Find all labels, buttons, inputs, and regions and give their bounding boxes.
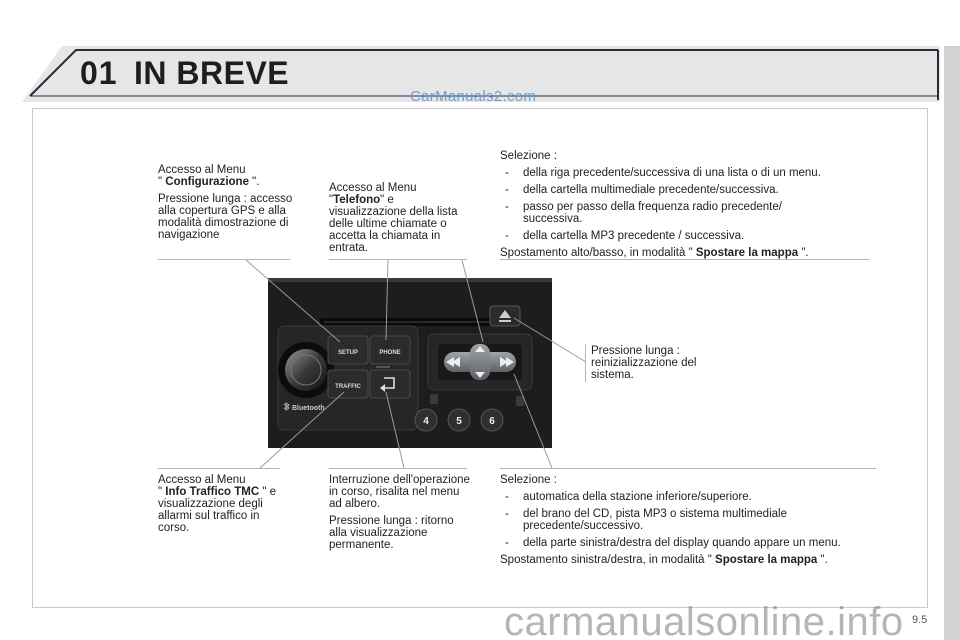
radio-faceplate — [268, 278, 552, 448]
arrows-up-down-underline — [500, 259, 870, 260]
setup-underline — [158, 259, 290, 260]
page-number: 9.5 — [912, 614, 928, 626]
back-button[interactable] — [370, 370, 410, 398]
traffic-underline — [158, 468, 280, 469]
map-mode-name: Spostare la mappa — [715, 554, 818, 566]
traffic-button-label: TRAFFIC — [335, 384, 361, 390]
arrows-up-down-list — [500, 167, 880, 242]
setup-long-press: Pressione lunga : accesso alla copertura GPS e alla modalità dimostrazione di navigazione — [158, 193, 293, 241]
label-setup: Accesso al Menu " Configurazione ". Pressione lunga : accesso alla copertura GPS e alla modalità dimostrazione di navigazione — [158, 164, 298, 246]
chapter-number: 01 — [80, 55, 118, 91]
map-mode-name: Spostare la mappa — [695, 247, 799, 259]
setup-button-label: SETUP — [337, 350, 359, 356]
list-item: - del brano del CD, pista MP3 o sistema multimediale precedente/successivo. — [500, 508, 840, 532]
setup-line1: Accesso al Menu — [158, 164, 246, 176]
setup-menu-name: Configurazione — [165, 176, 249, 188]
list-item: - della parte sinistra/destra del display quando appare un menu. — [500, 537, 850, 549]
back-underline — [329, 468, 467, 469]
list-item: - della riga precedente/successiva di una lista o di un menu. — [500, 167, 880, 179]
list-item: - della cartella MP3 precedente / successiva. — [500, 230, 880, 242]
back-long-press: Pressione lunga : ritorno alla visualizzazione permanente. — [329, 515, 454, 551]
label-back — [329, 474, 474, 556]
side-tab-bar — [944, 46, 960, 640]
back-text: Interruzione dell'operazione in corso, risalita nel menu ad albero. — [329, 474, 470, 510]
watermark-bottom: carmanualsonline.info — [504, 600, 904, 640]
arrows-left-right-underline — [500, 468, 876, 469]
label-eject: Pressione lunga : reinizializzazione del sistema. — [591, 345, 697, 381]
list-item: - passo per passo della frequenza radio precedente/ successiva. — [500, 201, 830, 225]
eject-bracket — [585, 344, 586, 382]
label-arrows-left-right: Selezione : - automatica della stazione inferiore/superiore. - del brano del CD, pista MP3 o sistema multimediale precedente/successivo. - della parte sinistra/destra del display quando appare un menu. Spostamento sinistra/destra, in modalità " Spostare la mappa ". — [500, 474, 880, 571]
watermark-top: CarManuals2.com — [410, 88, 537, 105]
label-traffic: Accesso al Menu " Info Traffico TMC " e visualizzazione degli allarmi sul traffico in corso. — [158, 474, 277, 534]
label-arrows-up-down: Selezione : - della riga precedente/successiva di una lista o di un menu. - della cartella multimediale precedente/successiva. - passo per passo della frequenza radio precedente/ successiva. - della cartella MP3 precedente / successiva. Spostamento alto/basso, in modalità " Spostare la mappa ". — [500, 150, 880, 264]
phone-underline — [329, 259, 467, 260]
svg-text:6: 6 — [489, 416, 495, 427]
svg-text:5: 5 — [456, 416, 462, 427]
page-title: IN BREVE — [134, 55, 290, 91]
list-item: - automatica della stazione inferiore/superiore. — [500, 491, 880, 503]
arrows-left-right-list — [500, 491, 880, 549]
svg-text:4: 4 — [423, 416, 429, 427]
list-item: - della cartella multimediale precedente/successiva. — [500, 184, 880, 196]
phone-button-label: PHONE — [379, 350, 401, 356]
phone-menu-name: Telefono — [333, 194, 381, 206]
label-phone: Accesso al Menu "Telefono" e visualizzazione della lista delle ultime chiamate o accetta la chiamata in entrata. — [329, 182, 458, 254]
bluetooth-label: Bluetooth — [292, 405, 325, 412]
traffic-menu-name: Info Traffico TMC — [165, 486, 260, 498]
